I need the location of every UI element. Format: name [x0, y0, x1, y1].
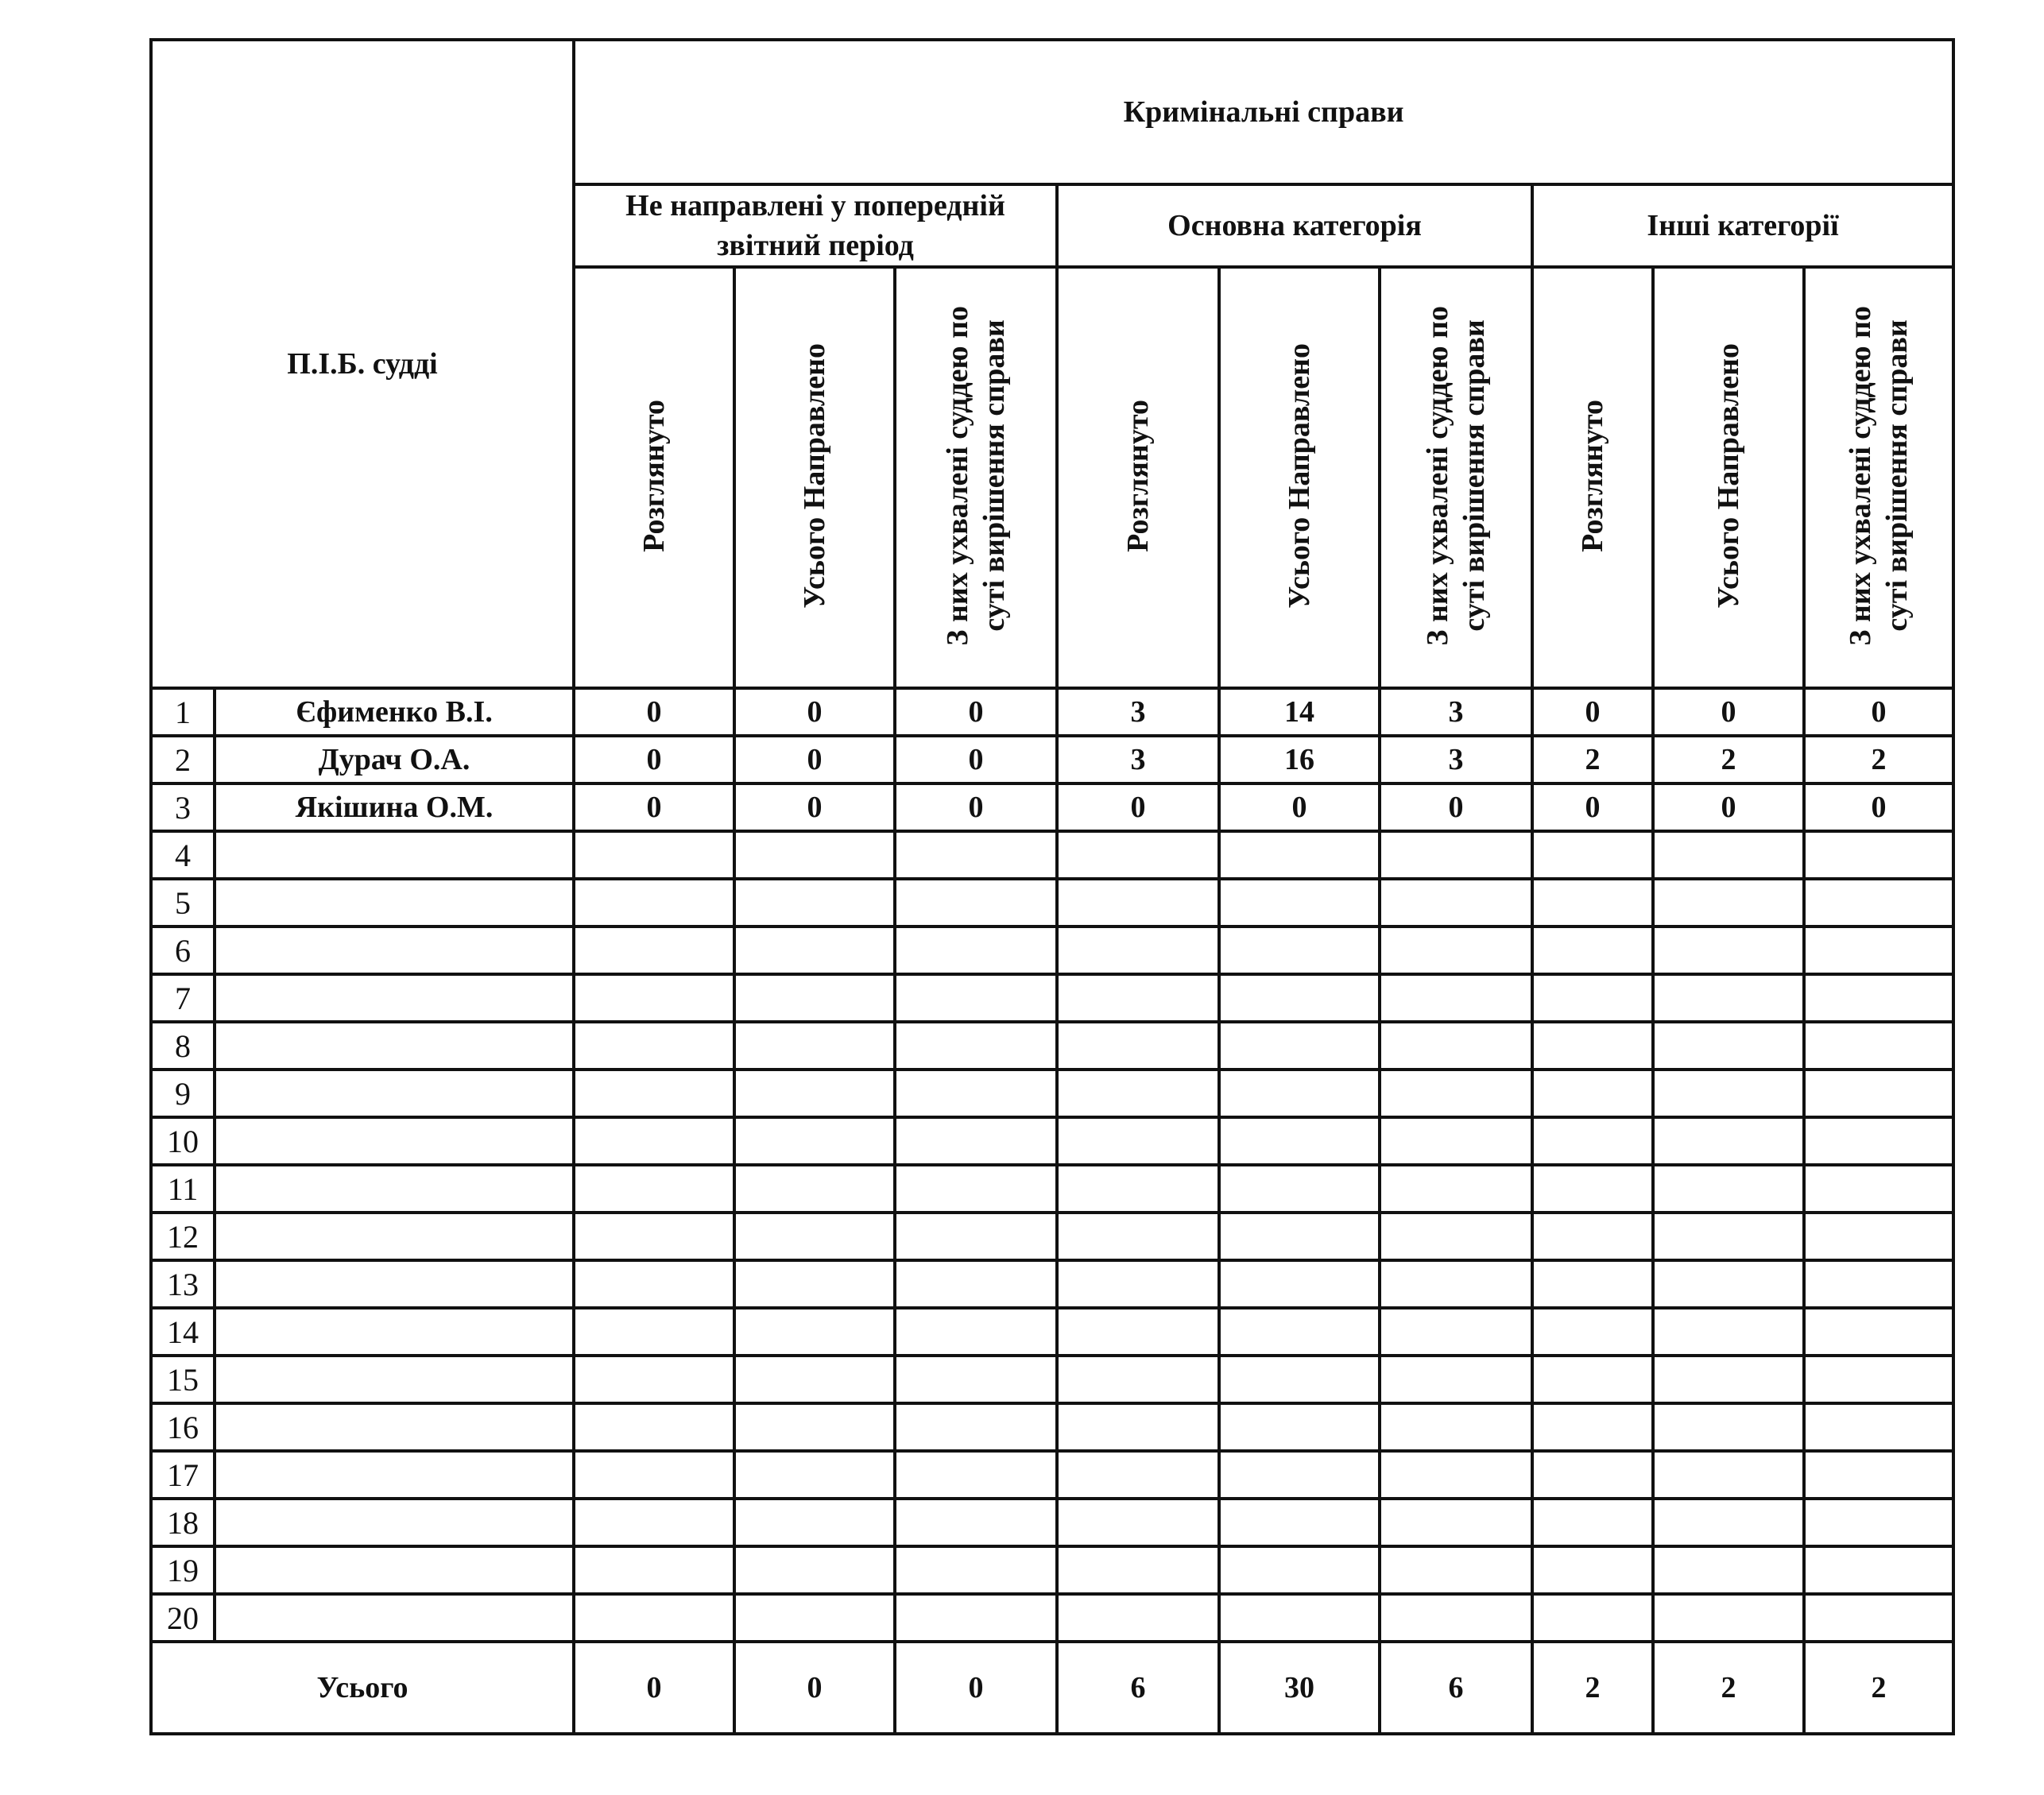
- value-cell: [895, 831, 1057, 879]
- value-cell: [1380, 1594, 1532, 1642]
- value-cell: 0: [574, 736, 734, 783]
- judge-name-cell: [215, 1117, 574, 1165]
- value-cell: 0: [1057, 783, 1219, 831]
- value-cell: [574, 1403, 734, 1451]
- value-cell: [1532, 1308, 1653, 1356]
- total-row: [151, 1642, 1953, 1734]
- total-value-cell: 2: [1804, 1642, 1953, 1734]
- table-row: [151, 974, 1953, 1022]
- value-cell: [1804, 1499, 1953, 1546]
- value-cell: [1653, 1213, 1804, 1260]
- value-cell: [1219, 1308, 1380, 1356]
- value-cell: 0: [1219, 783, 1380, 831]
- value-cell: [1380, 879, 1532, 927]
- value-cell: [734, 1308, 895, 1356]
- value-cell: [1653, 1594, 1804, 1642]
- criminal-cases-table: [149, 38, 1955, 1735]
- value-cell: 0: [574, 783, 734, 831]
- table-body: [151, 40, 1953, 1734]
- value-cell: [734, 1546, 895, 1594]
- subcolumn-header: [1804, 267, 1953, 688]
- row-number: 3: [151, 783, 215, 831]
- value-cell: [574, 1594, 734, 1642]
- value-cell: 3: [1057, 688, 1219, 736]
- judge-name-cell: [215, 1594, 574, 1642]
- table-row: [151, 831, 1953, 879]
- judge-name-cell: Якішина О.М.: [215, 783, 574, 831]
- row-number: 1: [151, 688, 215, 736]
- value-cell: [574, 1260, 734, 1308]
- value-cell: 2: [1532, 736, 1653, 783]
- row-number: 17: [151, 1451, 215, 1499]
- value-cell: [1653, 1546, 1804, 1594]
- value-cell: 0: [1532, 783, 1653, 831]
- value-cell: [734, 927, 895, 974]
- row-number: 9: [151, 1070, 215, 1117]
- value-cell: [574, 1451, 734, 1499]
- value-cell: 0: [1653, 688, 1804, 736]
- value-cell: [1653, 1403, 1804, 1451]
- judge-name-cell: [215, 1499, 574, 1546]
- value-cell: [1380, 1165, 1532, 1213]
- value-cell: [1532, 831, 1653, 879]
- value-cell: 3: [1380, 688, 1532, 736]
- subcolumn-label: З них ухвалені суддею по суті вирішення справи: [941, 305, 1012, 646]
- value-cell: 3: [1380, 736, 1532, 783]
- value-cell: [1532, 1260, 1653, 1308]
- value-cell: [1380, 1451, 1532, 1499]
- value-cell: 14: [1219, 688, 1380, 736]
- value-cell: [734, 1213, 895, 1260]
- value-cell: [1532, 1213, 1653, 1260]
- value-cell: [1057, 1260, 1219, 1308]
- value-cell: [1219, 1451, 1380, 1499]
- total-value-cell: 2: [1653, 1642, 1804, 1734]
- table-row: [151, 1260, 1953, 1308]
- value-cell: [1653, 1165, 1804, 1213]
- value-cell: 3: [1057, 736, 1219, 783]
- value-cell: [1532, 879, 1653, 927]
- group-header-main-category: Основна категорія: [1057, 184, 1532, 267]
- value-cell: [734, 1117, 895, 1165]
- value-cell: [1653, 1260, 1804, 1308]
- value-cell: [1057, 1499, 1219, 1546]
- total-value-cell: 0: [574, 1642, 734, 1734]
- value-cell: 0: [1804, 688, 1953, 736]
- value-cell: 0: [895, 736, 1057, 783]
- judge-name-cell: [215, 1451, 574, 1499]
- value-cell: [1057, 927, 1219, 974]
- value-cell: [895, 1356, 1057, 1403]
- value-cell: [895, 1499, 1057, 1546]
- value-cell: [1804, 1308, 1953, 1356]
- group-header-prior-period: Не направлені у попередній звітний період: [574, 184, 1057, 267]
- row-number: 15: [151, 1356, 215, 1403]
- value-cell: [1653, 1451, 1804, 1499]
- table-row: [151, 1070, 1953, 1117]
- judge-name-cell: Єфименко В.І.: [215, 688, 574, 736]
- value-cell: 0: [574, 688, 734, 736]
- judge-name-cell: [215, 1165, 574, 1213]
- value-cell: [1804, 1070, 1953, 1117]
- value-cell: 0: [734, 783, 895, 831]
- value-cell: [1057, 879, 1219, 927]
- subcolumn-label: З них ухвалені суддею по суті вирішення справи: [1844, 305, 1914, 646]
- value-cell: [895, 974, 1057, 1022]
- value-cell: [1804, 1546, 1953, 1594]
- judge-name-cell: [215, 927, 574, 974]
- value-cell: [574, 1213, 734, 1260]
- value-cell: [1057, 1070, 1219, 1117]
- value-cell: [734, 1356, 895, 1403]
- subcolumn-header: [574, 267, 734, 688]
- value-cell: [1057, 1213, 1219, 1260]
- value-cell: 0: [734, 688, 895, 736]
- judge-name-cell: [215, 1070, 574, 1117]
- value-cell: [574, 927, 734, 974]
- group-header-other-categories: Інші категорії: [1532, 184, 1953, 267]
- value-cell: [1057, 1022, 1219, 1070]
- value-cell: [1219, 1403, 1380, 1451]
- row-number: 8: [151, 1022, 215, 1070]
- judge-name-cell: [215, 1308, 574, 1356]
- value-cell: [734, 1260, 895, 1308]
- value-cell: [1380, 1403, 1532, 1451]
- table-row: [151, 783, 1953, 831]
- table-row: [151, 1117, 1953, 1165]
- total-value-cell: 6: [1057, 1642, 1219, 1734]
- value-cell: [574, 1117, 734, 1165]
- value-cell: [1219, 831, 1380, 879]
- judge-name-cell: [215, 1546, 574, 1594]
- subcolumn-label: Розглянуто: [1576, 399, 1610, 552]
- value-cell: [1653, 1117, 1804, 1165]
- table-row: [151, 879, 1953, 927]
- subcolumn-label: Усього Направлено: [798, 342, 832, 609]
- subcolumn-header: [895, 267, 1057, 688]
- value-cell: [1653, 974, 1804, 1022]
- value-cell: [574, 831, 734, 879]
- value-cell: [1057, 1117, 1219, 1165]
- total-label: Усього: [151, 1642, 574, 1734]
- value-cell: [734, 1594, 895, 1642]
- value-cell: [1532, 1070, 1653, 1117]
- judge-name-cell: Дурач О.А.: [215, 736, 574, 783]
- value-cell: [1380, 1213, 1532, 1260]
- table-row: [151, 1594, 1953, 1642]
- value-cell: [574, 1546, 734, 1594]
- total-value-cell: 6: [1380, 1642, 1532, 1734]
- subcolumn-label: Розглянуто: [637, 399, 672, 552]
- value-cell: [1804, 831, 1953, 879]
- row-number: 16: [151, 1403, 215, 1451]
- value-cell: [1057, 1165, 1219, 1213]
- value-cell: [1532, 1022, 1653, 1070]
- value-cell: [1380, 1260, 1532, 1308]
- value-cell: [574, 974, 734, 1022]
- value-cell: [895, 1403, 1057, 1451]
- value-cell: [895, 879, 1057, 927]
- table-row: [151, 1165, 1953, 1213]
- value-cell: [574, 1022, 734, 1070]
- judge-name-cell: [215, 879, 574, 927]
- table-row: [151, 1546, 1953, 1594]
- value-cell: [895, 1594, 1057, 1642]
- value-cell: [574, 1308, 734, 1356]
- value-cell: [1653, 1022, 1804, 1070]
- value-cell: [1219, 1022, 1380, 1070]
- value-cell: [1532, 1403, 1653, 1451]
- value-cell: [1380, 1546, 1532, 1594]
- value-cell: [1219, 879, 1380, 927]
- value-cell: [895, 1213, 1057, 1260]
- value-cell: [1653, 1356, 1804, 1403]
- value-cell: [1804, 1403, 1953, 1451]
- value-cell: [1532, 1451, 1653, 1499]
- value-cell: [1804, 1213, 1953, 1260]
- value-cell: [1653, 1070, 1804, 1117]
- value-cell: [1653, 927, 1804, 974]
- judge-name-cell: [215, 1260, 574, 1308]
- value-cell: [1057, 1403, 1219, 1451]
- value-cell: [1057, 1546, 1219, 1594]
- subcolumn-header: [1653, 267, 1804, 688]
- subcolumn-header: [1219, 267, 1380, 688]
- value-cell: [1532, 1165, 1653, 1213]
- table-row: [151, 1308, 1953, 1356]
- judge-name-cell: [215, 974, 574, 1022]
- value-cell: [1219, 1594, 1380, 1642]
- value-cell: [574, 879, 734, 927]
- total-value-cell: 0: [895, 1642, 1057, 1734]
- value-cell: [1219, 1165, 1380, 1213]
- value-cell: [895, 927, 1057, 974]
- value-cell: [895, 1546, 1057, 1594]
- value-cell: [1804, 1356, 1953, 1403]
- value-cell: [734, 1451, 895, 1499]
- subcolumn-label: Усього Направлено: [1712, 342, 1746, 609]
- value-cell: [1804, 1594, 1953, 1642]
- value-cell: [1804, 974, 1953, 1022]
- value-cell: [895, 1070, 1057, 1117]
- value-cell: 0: [734, 736, 895, 783]
- row-number: 7: [151, 974, 215, 1022]
- value-cell: [1804, 1022, 1953, 1070]
- value-cell: 16: [1219, 736, 1380, 783]
- value-cell: [1532, 927, 1653, 974]
- value-cell: [1804, 1165, 1953, 1213]
- table-row: [151, 1356, 1953, 1403]
- value-cell: [734, 974, 895, 1022]
- value-cell: [1380, 1356, 1532, 1403]
- value-cell: [1532, 1117, 1653, 1165]
- judge-name-cell: [215, 1022, 574, 1070]
- value-cell: [1380, 1117, 1532, 1165]
- subcolumn-label: Усього Направлено: [1283, 342, 1317, 609]
- value-cell: [895, 1022, 1057, 1070]
- value-cell: [734, 831, 895, 879]
- value-cell: [1057, 1356, 1219, 1403]
- judge-name-cell: [215, 1213, 574, 1260]
- row-number: 11: [151, 1165, 215, 1213]
- judge-name-cell: [215, 831, 574, 879]
- row-number: 12: [151, 1213, 215, 1260]
- value-cell: [734, 1022, 895, 1070]
- judge-name-header: П.І.Б. судді: [151, 40, 574, 688]
- subcolumn-label: З них ухвалені суддею по суті вирішення справи: [1421, 305, 1492, 646]
- judge-name-cell: [215, 1403, 574, 1451]
- value-cell: [1380, 927, 1532, 974]
- value-cell: [1219, 1356, 1380, 1403]
- value-cell: [1804, 1117, 1953, 1165]
- value-cell: [1532, 1356, 1653, 1403]
- value-cell: [1380, 831, 1532, 879]
- value-cell: [574, 1499, 734, 1546]
- value-cell: [574, 1070, 734, 1117]
- value-cell: [1804, 1260, 1953, 1308]
- value-cell: [1219, 1213, 1380, 1260]
- value-cell: [1057, 1308, 1219, 1356]
- value-cell: 0: [1532, 688, 1653, 736]
- value-cell: [1804, 927, 1953, 974]
- value-cell: 0: [1804, 783, 1953, 831]
- total-value-cell: 30: [1219, 1642, 1380, 1734]
- subcolumn-label: Розглянуто: [1121, 399, 1156, 552]
- value-cell: [1057, 974, 1219, 1022]
- value-cell: [895, 1451, 1057, 1499]
- value-cell: [1380, 1022, 1532, 1070]
- table-title: Кримінальні справи: [574, 40, 1953, 184]
- report-sheet: [149, 38, 1952, 1747]
- row-number: 5: [151, 879, 215, 927]
- value-cell: [1219, 1546, 1380, 1594]
- value-cell: 2: [1804, 736, 1953, 783]
- value-cell: [1532, 1546, 1653, 1594]
- value-cell: [895, 1308, 1057, 1356]
- value-cell: [734, 879, 895, 927]
- value-cell: [1804, 879, 1953, 927]
- row-number: 18: [151, 1499, 215, 1546]
- value-cell: 2: [1653, 736, 1804, 783]
- value-cell: [1219, 1260, 1380, 1308]
- value-cell: [895, 1165, 1057, 1213]
- value-cell: [574, 1165, 734, 1213]
- subcolumn-header: [1532, 267, 1653, 688]
- value-cell: [574, 1356, 734, 1403]
- value-cell: [1057, 1594, 1219, 1642]
- value-cell: [1380, 1499, 1532, 1546]
- value-cell: [1219, 974, 1380, 1022]
- table-row: [151, 1022, 1953, 1070]
- row-number: 10: [151, 1117, 215, 1165]
- value-cell: 0: [1380, 783, 1532, 831]
- value-cell: [1380, 1070, 1532, 1117]
- value-cell: [1057, 831, 1219, 879]
- table-row: [151, 927, 1953, 974]
- value-cell: [1653, 879, 1804, 927]
- total-value-cell: 0: [734, 1642, 895, 1734]
- value-cell: [1532, 974, 1653, 1022]
- row-number: 13: [151, 1260, 215, 1308]
- subcolumn-header: [1380, 267, 1532, 688]
- value-cell: [1653, 831, 1804, 879]
- value-cell: [734, 1165, 895, 1213]
- value-cell: [734, 1403, 895, 1451]
- value-cell: [1219, 1117, 1380, 1165]
- value-cell: 0: [895, 783, 1057, 831]
- row-number: 20: [151, 1594, 215, 1642]
- value-cell: [895, 1117, 1057, 1165]
- table-row: [151, 1213, 1953, 1260]
- value-cell: [1219, 927, 1380, 974]
- table-row: [151, 1499, 1953, 1546]
- value-cell: [1380, 1308, 1532, 1356]
- value-cell: [1804, 1451, 1953, 1499]
- value-cell: [1380, 974, 1532, 1022]
- table-row: [151, 1451, 1953, 1499]
- total-value-cell: 2: [1532, 1642, 1653, 1734]
- subcolumn-header: [734, 267, 895, 688]
- value-cell: [1219, 1499, 1380, 1546]
- judge-name-cell: [215, 1356, 574, 1403]
- value-cell: [734, 1070, 895, 1117]
- table-row: [151, 1403, 1953, 1451]
- subcolumn-header: [1057, 267, 1219, 688]
- value-cell: 0: [895, 688, 1057, 736]
- value-cell: [1653, 1499, 1804, 1546]
- value-cell: [1653, 1308, 1804, 1356]
- row-number: 6: [151, 927, 215, 974]
- row-number: 19: [151, 1546, 215, 1594]
- value-cell: [1057, 1451, 1219, 1499]
- value-cell: [734, 1499, 895, 1546]
- value-cell: [1219, 1070, 1380, 1117]
- table-row: [151, 736, 1953, 783]
- row-number: 14: [151, 1308, 215, 1356]
- value-cell: 0: [1653, 783, 1804, 831]
- row-number: 4: [151, 831, 215, 879]
- table-row: [151, 688, 1953, 736]
- row-number: 2: [151, 736, 215, 783]
- header-row-title: [151, 40, 1953, 184]
- value-cell: [1532, 1499, 1653, 1546]
- value-cell: [1532, 1594, 1653, 1642]
- value-cell: [895, 1260, 1057, 1308]
